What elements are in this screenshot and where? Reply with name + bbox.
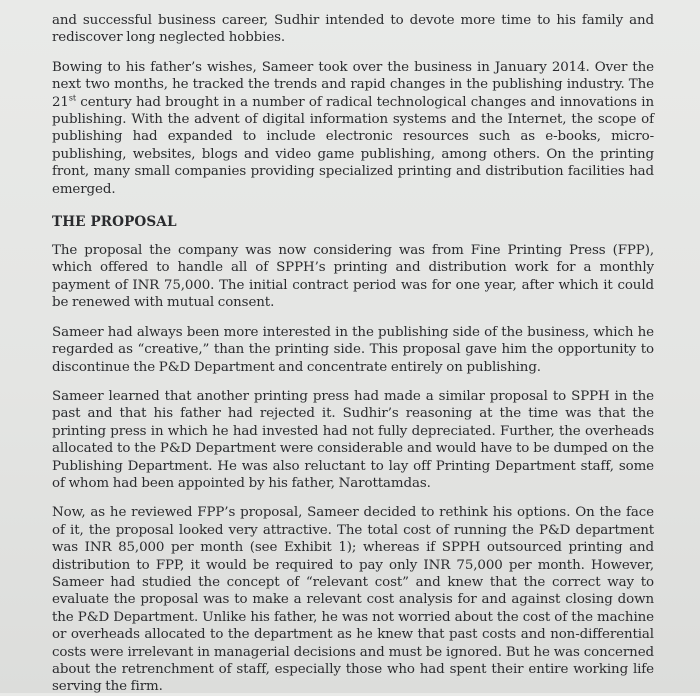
paragraph-gap	[52, 376, 654, 388]
ordinal-superscript: st	[68, 93, 76, 103]
paragraph-past-proposal: Sameer learned that another printing press had made a similar proposal to SPPH in the past and that his father had rejected it. Sudhir’s reasoning at the time was that the printing press in which he had invested had not fully depreciated. Further, the overheads allocated to the P&D Department were considerable and would have to be dumped on the Publishing Department. He was also reluctant to lay off Printing Department staff, some of whom had been appointed by his father, Narottamdas.	[52, 388, 654, 491]
paragraph-sameer-interest: Sameer had always been more interested in the publishing side of the business, which he regarded as “creative,” than the printing side. This proposal gave him the opportunity to discontinue the P&D Department and concentrate entirely on publishing.	[52, 324, 654, 375]
paragraph-review: Now, as he reviewed FPP’s proposal, Sameer decided to rethink his options. On the face of it, the proposal looked very attractive. The total cost of running the P&D department was INR 85,000 per month (see Exhibit 1); whereas if SPPH outsourced printing and distribution to FPP, it would be required to pay only INR 75,000 per month. However, Sameer had studied the concept of “relevant cost” and knew that the correct way to evaluate the proposal was to make a relevant cost analysis for and against closing down the P&D Department. Unlike his father, he was not worried about the cost of the machine or overheads allocated to the department as he knew that past costs and non-differential costs were irrelevant in managerial decisions and must be ignored. But he was concerned about the retrenchment of staff, especially those who had spent their entire working life serving the firm.	[52, 505, 654, 695]
section-heading-proposal: THE PROPOSAL	[52, 214, 177, 231]
paragraph-proposal: The proposal the company was now considering was from Fine Printing Press (FPP), which offered to handle all of SPPH’s printing and distribution work for a monthly payment of INR 75,000. The initial contract period was for one year, after which it could be renewed with mutual consent.	[52, 243, 654, 311]
paragraph-gap	[52, 47, 654, 59]
paragraph-gap	[52, 198, 654, 210]
paragraph-takeover	[52, 59, 654, 198]
paragraph-intro: and successful business career, Sudhir intended to devote more time to his family and rediscover long neglected hobbies.	[52, 13, 654, 46]
paragraph-gap	[52, 492, 654, 504]
paragraph-takeover-part-a: Bowing to his father’s wishes, Sameer took over the business in January 2014. Over the next two months, he tracked the trends and rapid changes in the publishing industry. The 21	[52, 59, 654, 110]
paragraph-gap	[52, 312, 654, 324]
paragraph-takeover-part-b: century had brought in a number of radical technological changes and innovations in publishing. With the advent of digital information systems and the Internet, the scope of publishing had expanded to include electronic resources such as e-books, micro-publishing, websites, blogs and video game publishing, among others. On the printing front, many small companies providing specialized printing and distribution facilities had emerged.	[52, 94, 654, 197]
